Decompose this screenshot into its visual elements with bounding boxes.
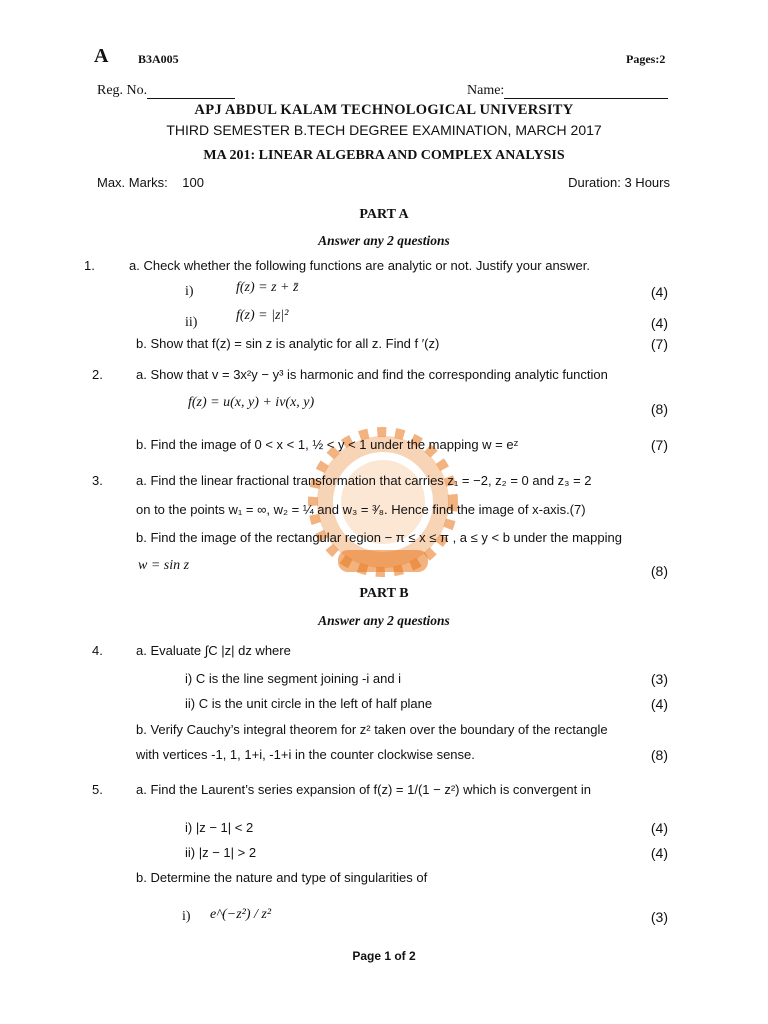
- q3a-line1: a. Find the linear fractional transformation that carries z₁ = −2, z₂ = 0 and z₃ = 2: [136, 473, 592, 488]
- q2b-marks: (7): [650, 437, 668, 453]
- max-marks-label: Max. Marks:: [97, 175, 168, 190]
- q4b-line1: b. Verify Cauchy’s integral theorem for z² taken over the boundary of the rectangle: [136, 722, 608, 737]
- q4b-line2: with vertices -1, 1, 1+i, -1+i in the counter clockwise sense.: [136, 747, 475, 762]
- q1a-i-marks: (4): [650, 284, 668, 300]
- q2-number: 2.: [92, 367, 103, 382]
- q1a-i-label: i): [185, 284, 194, 299]
- reg-no-field: [97, 83, 235, 99]
- q2b-text: b. Find the image of 0 < x < 1, ½ < y < 1 under the mapping w = eᶻ: [136, 437, 519, 452]
- q1a-i-expr: f(z) = z + z̄: [236, 280, 299, 295]
- university-name: APJ ABDUL KALAM TECHNOLOGICAL UNIVERSITY: [194, 102, 574, 118]
- q5a-i: i) |z − 1| < 2: [185, 820, 254, 835]
- course-title: MA 201: LINEAR ALGEBRA AND COMPLEX ANALYSIS: [203, 148, 565, 163]
- paper-code: B3A005: [138, 52, 179, 66]
- q4a-i: i) C is the line segment joining -i and i: [185, 671, 402, 686]
- q5b-text: b. Determine the nature and type of singularities of: [136, 870, 428, 885]
- q1b-marks: (7): [650, 336, 668, 352]
- part-a-title: PART A: [359, 207, 409, 222]
- q4a-text: a. Evaluate ∫C |z| dz where: [136, 643, 291, 658]
- q5-number: 5.: [92, 782, 103, 797]
- q3b-line1: b. Find the image of the rectangular region − π ≤ x ≤ π , a ≤ y < b under the mapping: [136, 530, 622, 545]
- q4a-ii: ii) C is the unit circle in the left of half plane: [185, 696, 433, 711]
- q4b-marks: (8): [650, 747, 668, 763]
- q1b-text: b. Show that f(z) = sin z is analytic for all z. Find f ′(z): [136, 336, 440, 351]
- q1a-ii-expr: f(z) = |z|²: [236, 308, 289, 323]
- q4a-i-marks: (3): [650, 671, 668, 687]
- part-b-instruction: Answer any 2 questions: [318, 613, 450, 628]
- q5b-i-marks: (3): [650, 909, 668, 925]
- pages-count: Pages:2: [626, 52, 666, 66]
- q2a-expr: f(z) = u(x, y) + iv(x, y): [188, 395, 315, 410]
- q5b-i-label: i): [182, 909, 191, 924]
- q2a-text: a. Show that v = 3x²y − y³ is harmonic and find the corresponding analytic function: [136, 367, 608, 382]
- q1a-ii-label: ii): [185, 315, 198, 330]
- q1a-ii-marks: (4): [650, 315, 668, 331]
- q2a-marks: (8): [650, 401, 668, 417]
- reg-no-blank: [147, 85, 235, 99]
- q3-number: 3.: [92, 473, 103, 488]
- q3b-line2: w = sin z: [138, 558, 190, 573]
- q4a-ii-marks: (4): [650, 696, 668, 712]
- duration: Duration: 3 Hours: [568, 175, 670, 190]
- max-marks-value: 100: [182, 175, 204, 190]
- q5a-ii: ii) |z − 1| > 2: [185, 845, 257, 860]
- q5a-text: a. Find the Laurent’s series expansion of f(z) = 1/(1 − z²) which is convergent in: [136, 782, 591, 797]
- part-a-instruction: Answer any 2 questions: [318, 233, 450, 248]
- q3a-line2: on to the points w₁ = ∞, w₂ = ¼ and w₃ = ³⁄₈. Hence find the image of x-axis.(7): [136, 502, 586, 517]
- reg-no-label: Reg. No.: [97, 83, 148, 98]
- set-letter: A: [94, 45, 109, 67]
- q5a-ii-marks: (4): [650, 845, 668, 861]
- q4-number: 4.: [92, 643, 103, 658]
- q1-number: 1.: [84, 258, 95, 273]
- part-b-title: PART B: [359, 586, 409, 601]
- name-blank: [504, 85, 668, 99]
- name-field: [467, 83, 668, 99]
- exam-title: THIRD SEMESTER B.TECH DEGREE EXAMINATION, MARCH 2017: [166, 122, 602, 138]
- q1a-text: a. Check whether the following functions are analytic or not. Justify your answer.: [129, 258, 591, 273]
- q5b-i-expr: e^(−z²) / z²: [210, 907, 272, 922]
- q3b-marks: (8): [650, 563, 668, 579]
- name-label: Name:: [467, 83, 505, 98]
- max-marks: [97, 175, 204, 191]
- page-number: Page 1 of 2: [352, 949, 416, 963]
- q5a-i-marks: (4): [650, 820, 668, 836]
